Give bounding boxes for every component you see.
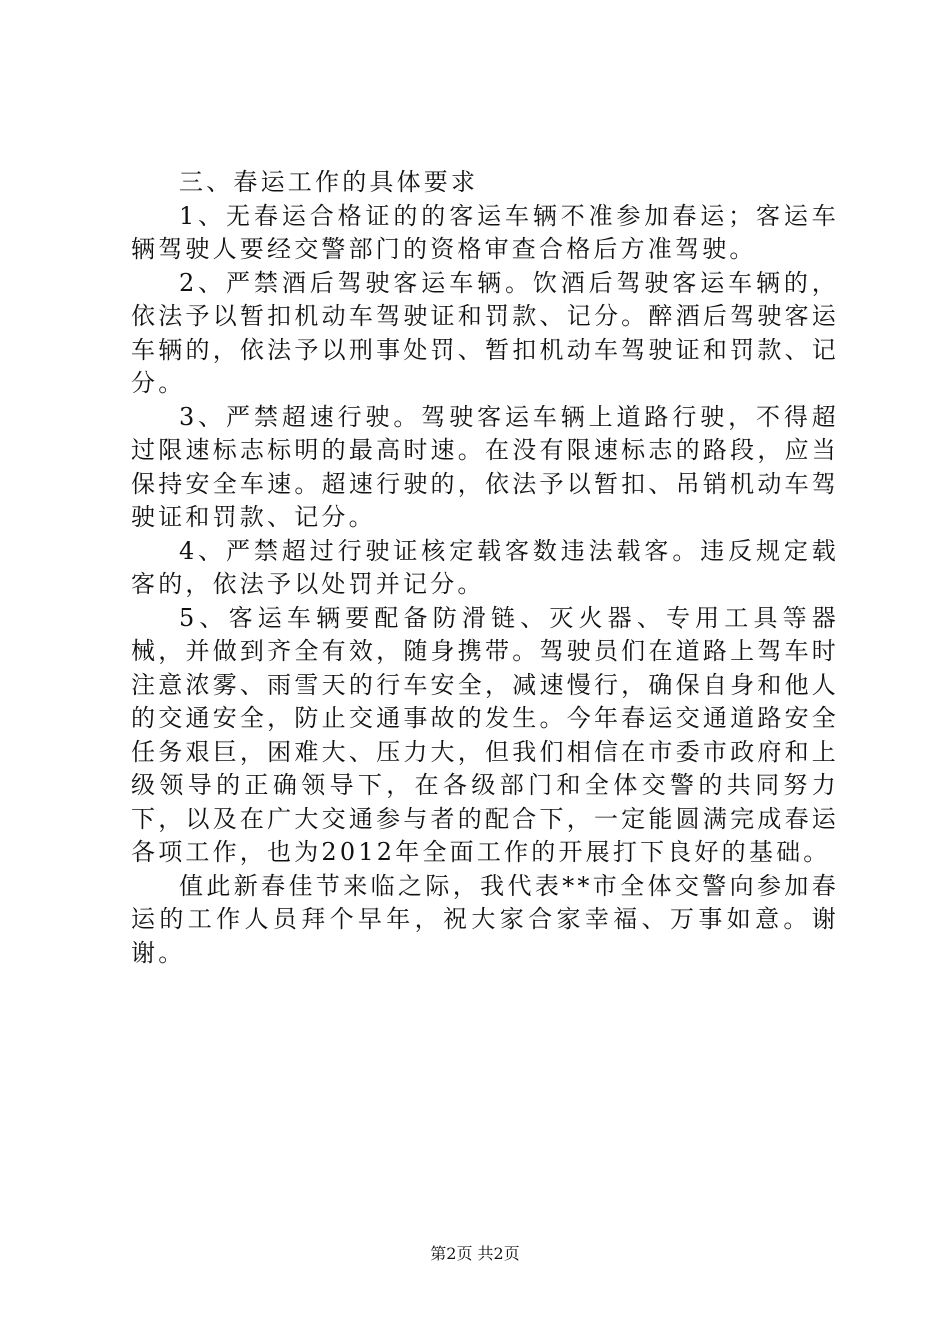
page-number-footer: 第2页 共2页 — [430, 1244, 520, 1263]
paragraph-requirement-4: 4、严禁超过行驶证核定载客数违法载客。违反规定载客的，依法予以处罚并记分。 — [131, 536, 839, 598]
section-heading: 三、春运工作的具体要求 — [179, 168, 479, 196]
document-body — [131, 166, 839, 970]
paragraph-requirement-2: 2、严禁酒后驾驶客运车辆。饮酒后驾驶客运车辆的，依法予以暂扣机动车驾驶证和罚款、记分。醉酒后驾驶客运车辆的，依法予以刑事处罚、暂扣机动车驾驶证和罚款、记分。 — [131, 268, 839, 397]
paragraph-requirement-3: 3、严禁超速行驶。驾驶客运车辆上道路行驶，不得超过限速标志标明的最高时速。在没有限速标志的路段，应当保持安全车速。超速行驶的，依法予以暂扣、吊销机动车驾驶证和罚款、记分。 — [131, 402, 839, 531]
paragraph-requirement-5: 5、客运车辆要配备防滑链、灭火器、专用工具等器械，并做到齐全有效，随身携带。驾驶员们在道路上驾车时注意浓雾、雨雪天的行车安全，减速慢行，确保自身和他人的交通安全，防止交通事故的发生。今年春运交通道路安全任务艰巨，困难大、压力大，但我们相信在市委市政府和上级领导的正确领导下，在各级部门和全体交警的共同努力下，以及在广大交通参与者的配合下，一定能圆满完成春运各项工作，也为2012年全面工作的开展打下良好的基础。 — [131, 603, 839, 866]
paragraph-closing: 值此新春佳节来临之际，我代表**市全体交警向参加春运的工作人员拜个早年，祝大家合家幸福、万事如意。谢谢。 — [131, 871, 839, 967]
paragraph-requirement-1: 1、无春运合格证的的客运车辆不准参加春运；客运车辆驾驶人要经交警部门的资格审查合格后方准驾驶。 — [131, 201, 839, 263]
